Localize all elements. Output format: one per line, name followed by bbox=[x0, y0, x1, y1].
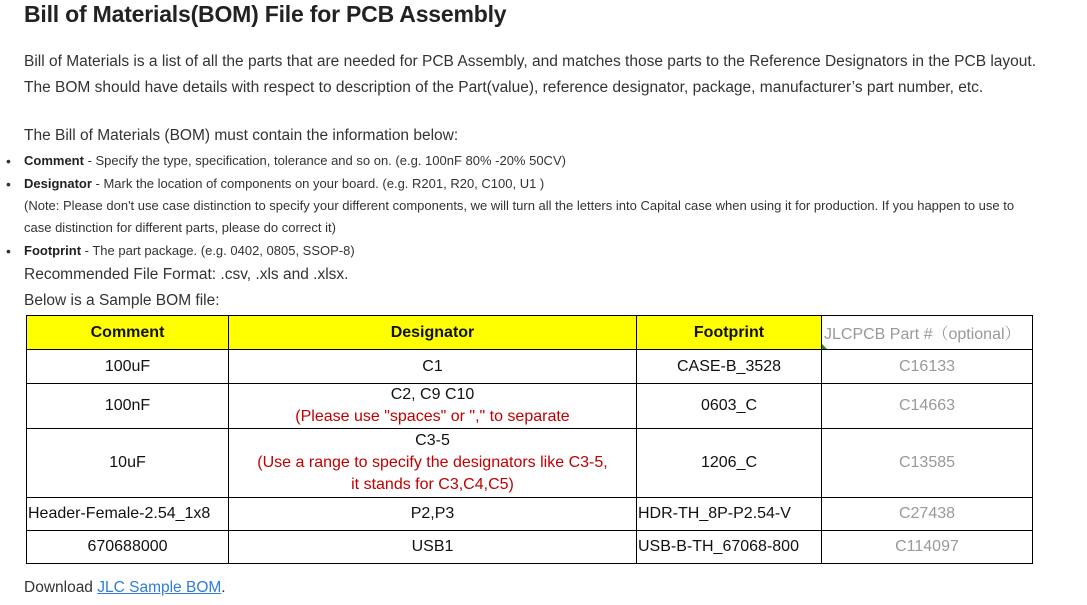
bullet-designator bbox=[6, 176, 545, 192]
cell-footprint: USB-B-TH_67068-800 bbox=[637, 531, 822, 564]
table-row bbox=[27, 498, 1033, 531]
cell-part: C13585 bbox=[822, 429, 1033, 498]
table-row bbox=[27, 350, 1033, 384]
cell-comment: 100uF bbox=[27, 350, 229, 384]
cell-footprint: CASE-B_3528 bbox=[637, 350, 822, 384]
bullet-dot-icon: • bbox=[6, 153, 11, 169]
cell-comment: Header-Female-2.54_1x8 bbox=[27, 498, 229, 531]
table-row bbox=[27, 429, 1033, 498]
designator-value: C2, C9 C10 bbox=[390, 386, 475, 403]
download-line bbox=[24, 579, 226, 597]
cell-part: C16133 bbox=[822, 350, 1033, 384]
cell-designator: C1 bbox=[229, 350, 637, 384]
designator-note-2: it stands for C3,C4,C5) bbox=[351, 476, 514, 493]
cell-footprint: HDR-TH_8P-P2.54-V bbox=[637, 498, 822, 531]
header-designator: Designator bbox=[229, 316, 637, 350]
cell-comment: 10uF bbox=[27, 429, 229, 498]
header-jlcpcb-label: JLCPCB Part #（optional） bbox=[824, 326, 1021, 343]
table-row bbox=[27, 384, 1033, 429]
cell-designator: USB1 bbox=[229, 531, 637, 564]
case-note: (Note: Please don't use case distinction to specify your different components, we will turn all the letters into Capital case when using it for production. If you happen to use to case distinction for different parts, please do correct it) bbox=[24, 198, 1015, 235]
bullet-text: - Mark the location of components on your board. (e.g. R201, R20, C100, U1 ) bbox=[91, 176, 545, 191]
cell-comment: 670688000 bbox=[27, 531, 229, 564]
table-header-row bbox=[27, 316, 1033, 350]
sample-intro: Below is a Sample BOM file: bbox=[24, 292, 220, 309]
header-comment: Comment bbox=[27, 316, 229, 350]
cell-comment: 100nF bbox=[27, 384, 229, 429]
bom-table bbox=[26, 315, 1033, 564]
bullet-term: Designator bbox=[24, 176, 92, 191]
bullet-term: Footprint bbox=[24, 243, 82, 258]
table-row bbox=[27, 531, 1033, 564]
header-jlcpcb-part bbox=[822, 316, 1033, 350]
comment-marker-icon bbox=[822, 344, 827, 349]
cell-part: C114097 bbox=[822, 531, 1033, 564]
bullet-footprint bbox=[6, 243, 355, 259]
bullet-dot-icon: • bbox=[6, 243, 11, 259]
bullet-text: - The part package. (e.g. 0402, 0805, SSOP-8) bbox=[81, 243, 355, 258]
download-prefix: Download bbox=[24, 579, 98, 596]
header-footprint: Footprint bbox=[637, 316, 822, 350]
designator-note: (Please use "spaces" or "," to separate bbox=[295, 408, 570, 425]
download-suffix: . bbox=[221, 579, 226, 596]
intro-paragraph: Bill of Materials is a list of all the parts that are needed for PCB Assembly, and matches those parts to the Reference Designators in the PCB layout. The BOM should have details with respect to description of the Part(value), reference designator, package, manufacturer’s part number, etc. bbox=[24, 53, 1037, 96]
cell-part: C14663 bbox=[822, 384, 1033, 429]
bullet-comment bbox=[6, 153, 566, 169]
cell-footprint: 1206_C bbox=[637, 429, 822, 498]
sample-bom-link[interactable]: JLC Sample BOM bbox=[97, 579, 222, 596]
recommended-format: Recommended File Format: .csv, .xls and .xlsx. bbox=[24, 266, 349, 283]
page-title: Bill of Materials(BOM) File for PCB Assembly bbox=[24, 1, 507, 27]
designator-value: C3-5 bbox=[415, 432, 450, 449]
cell-part: C27438 bbox=[822, 498, 1033, 531]
cell-designator: P2,P3 bbox=[229, 498, 637, 531]
cell-designator bbox=[229, 429, 637, 498]
designator-note: (Use a range to specify the designators like C3-5, bbox=[257, 454, 608, 471]
bullet-term: Comment bbox=[24, 153, 84, 168]
bullet-dot-icon: • bbox=[6, 176, 11, 192]
cell-designator bbox=[229, 384, 637, 429]
cell-footprint: 0603_C bbox=[637, 384, 822, 429]
must-contain-text: The Bill of Materials (BOM) must contain the information below: bbox=[24, 127, 459, 144]
bullet-text: - Specify the type, specification, tolerance and so on. (e.g. 100nF 80% -20% 50CV) bbox=[83, 153, 566, 168]
